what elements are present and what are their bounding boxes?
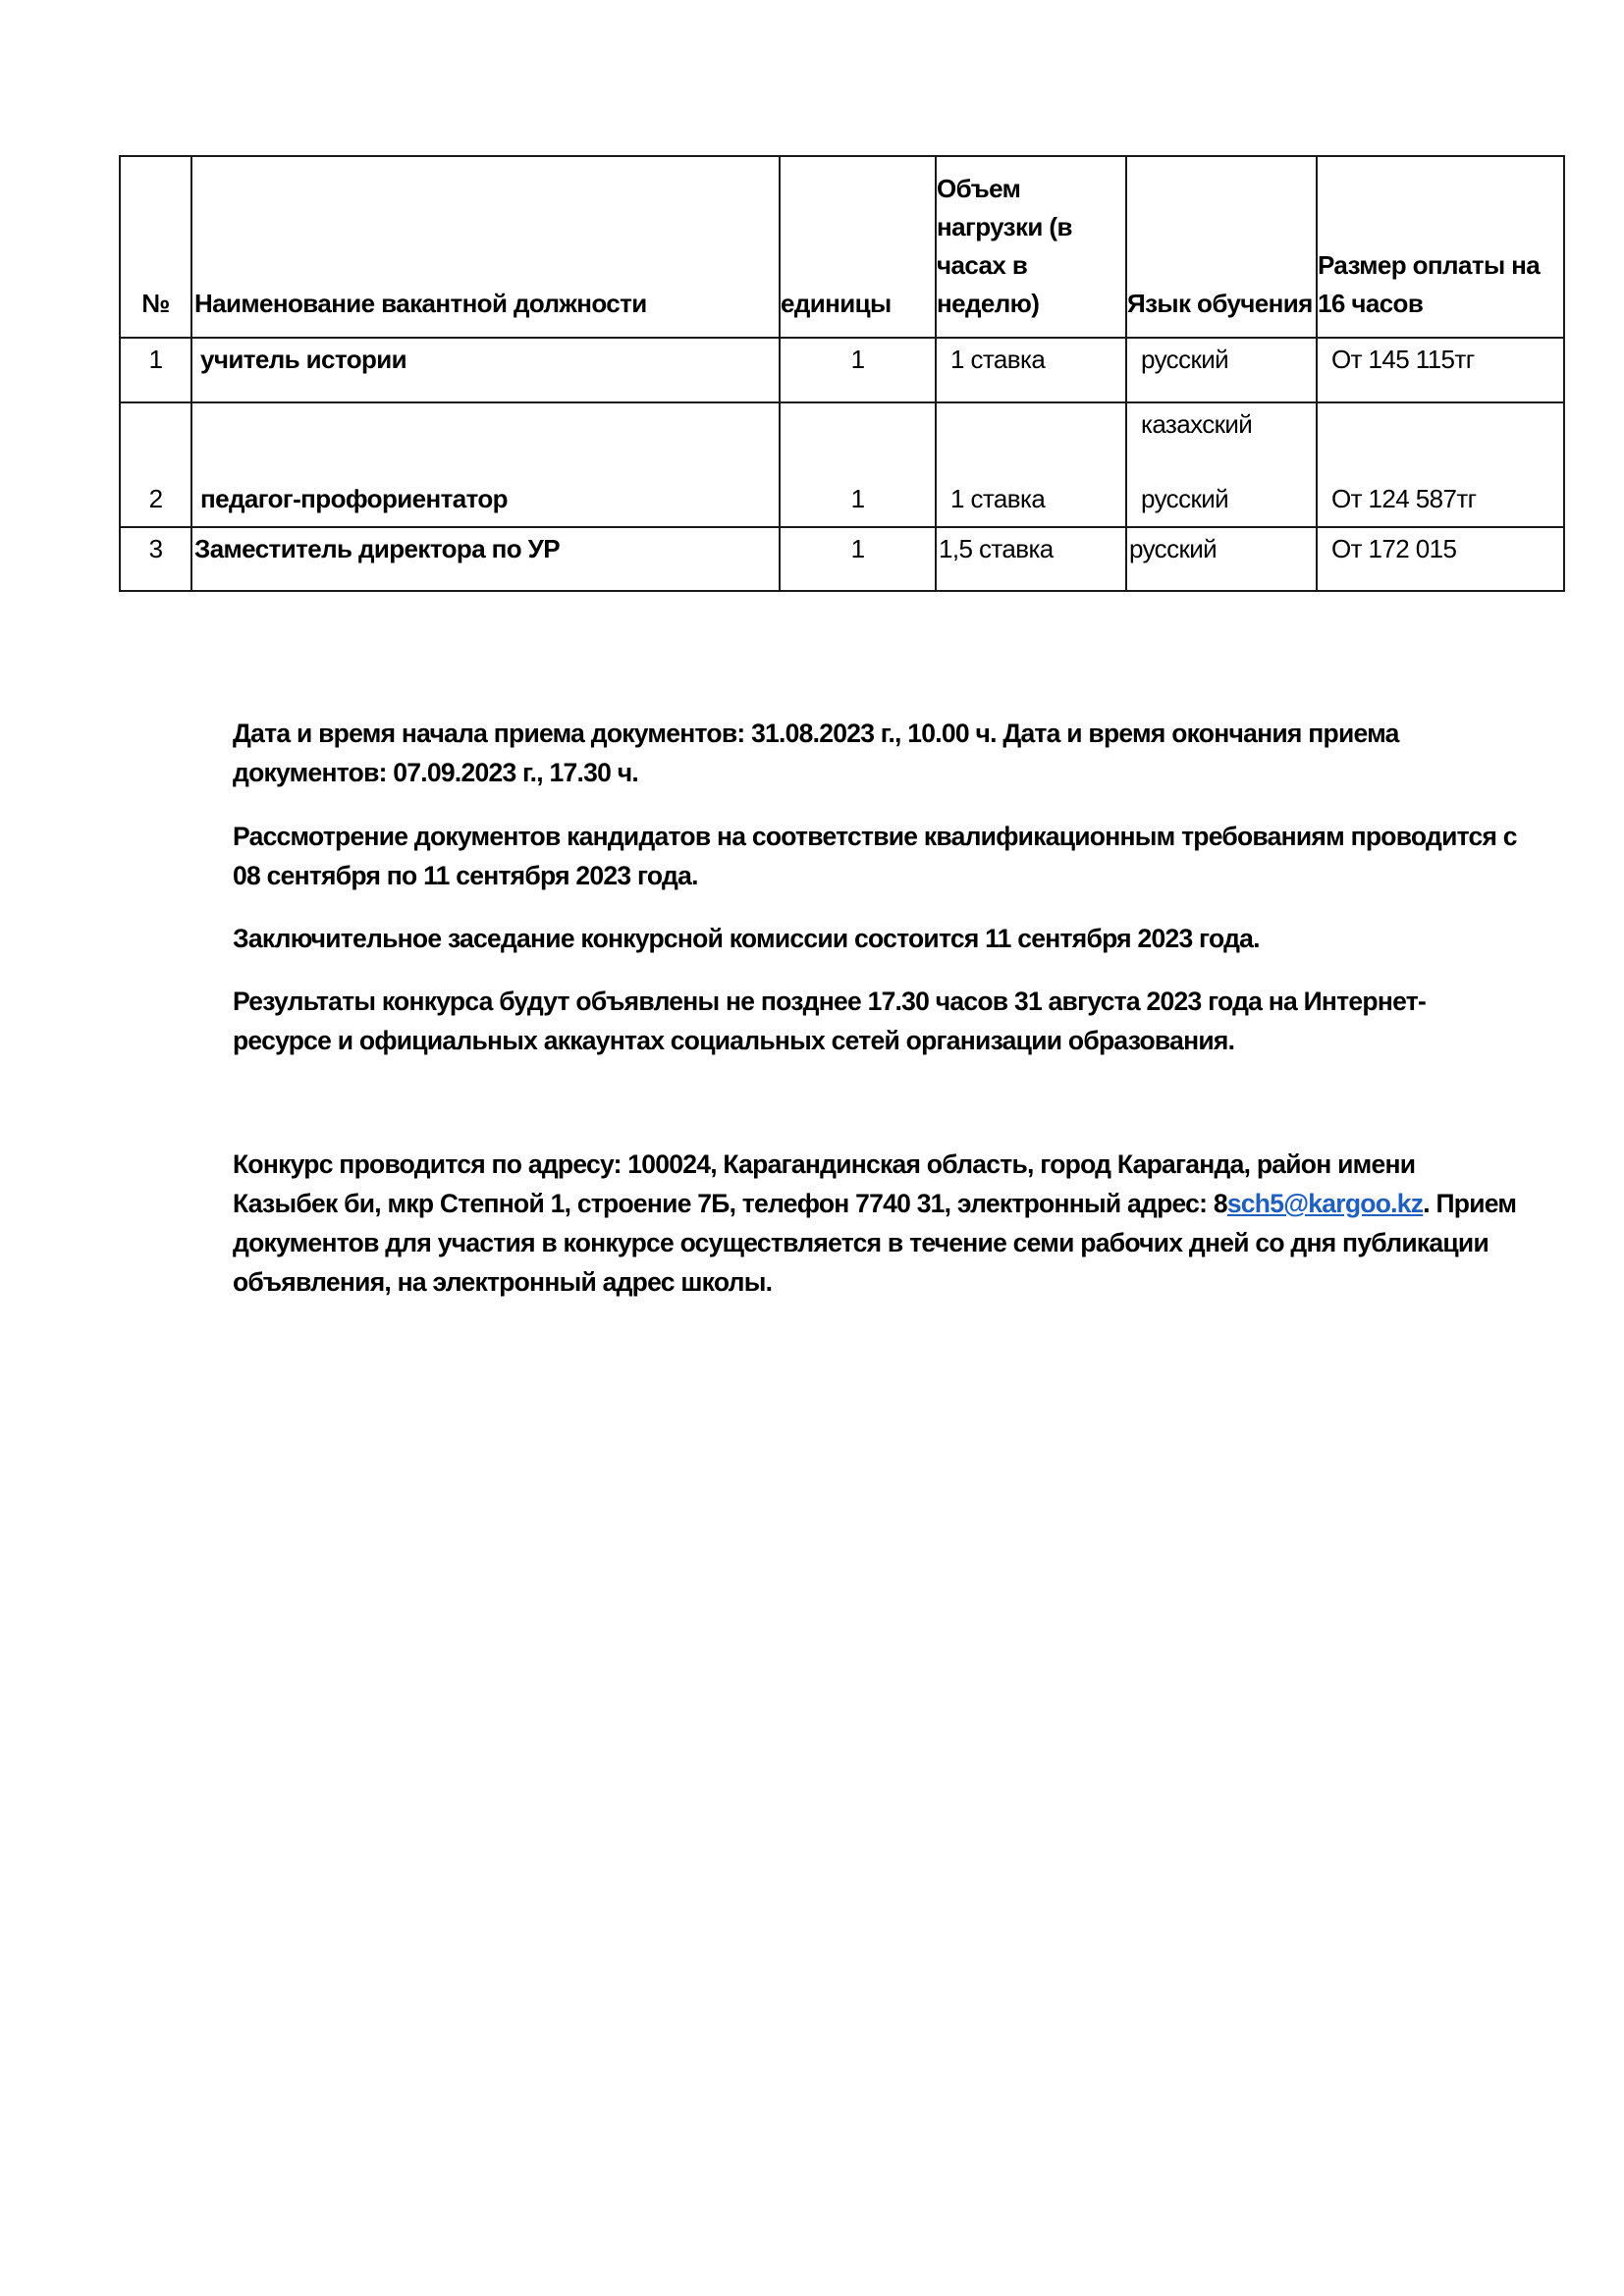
units-value: 1 bbox=[780, 338, 936, 402]
table-row bbox=[120, 527, 1564, 591]
units-value: 1 bbox=[780, 527, 936, 591]
workload-value: 1 ставка bbox=[936, 402, 1126, 527]
header-position: Наименование вакантной должности bbox=[191, 156, 780, 338]
position-name: педагог-профориентатор bbox=[191, 402, 780, 527]
school-email-link[interactable]: sch5@kargoo.kz bbox=[1226, 1189, 1424, 1218]
workload-value: 1,5 ставка bbox=[936, 527, 1126, 591]
position-name: учитель истории bbox=[191, 338, 780, 402]
workload-value: 1 ставка bbox=[936, 338, 1126, 402]
table-header-row bbox=[120, 156, 1564, 338]
header-units: единицы bbox=[780, 156, 936, 338]
header-salary: Размер оплаты на 16 часов bbox=[1317, 156, 1564, 338]
row-number: 3 bbox=[120, 527, 191, 591]
submission-text: . Прием документов для участия в конкурсе осуществляется в течение семи рабочих дней со дня публикации объявления, на электронный адрес школы. bbox=[233, 1189, 1517, 1297]
row-number: 2 bbox=[120, 402, 191, 527]
header-number: № bbox=[120, 156, 191, 338]
units-value: 1 bbox=[780, 402, 936, 527]
results-announcement: Результаты конкурса будут объявлены не позднее 17.30 часов 31 августа 2023 года на Интернет-ресурсе и официальных аккаунтах социальных сетей организации образования. bbox=[233, 987, 1427, 1055]
language-value: русский bbox=[1126, 338, 1317, 402]
row-number: 1 bbox=[120, 338, 191, 402]
header-language: Язык обучения bbox=[1126, 156, 1317, 338]
salary-value: От 124 587тг bbox=[1317, 402, 1564, 527]
position-name: Заместитель директора по УР bbox=[191, 527, 780, 591]
documents-acceptance-dates: Дата и время начала приема документов: 31.08.2023 г., 10.00 ч. Дата и время окончания приема документов: 07.09.2023 г., 17.30 ч. bbox=[233, 719, 1399, 787]
salary-value: От 145 115тг bbox=[1317, 338, 1564, 402]
contest-address-paragraph bbox=[233, 1145, 1519, 1302]
language-cell bbox=[1126, 402, 1317, 527]
address-text: Конкурс проводится по адресу: 100024, Карагандинская область, город Караганда, район имени Казыбек би, мкр Степной 1, строение 7Б, телефон 7740 31, электронный адрес: 8 bbox=[233, 1149, 1416, 1218]
header-workload: Объем нагрузки (в часах в неделю) bbox=[936, 156, 1126, 338]
final-meeting-date: Заключительное заседание конкурсной комиссии состоится 11 сентября 2023 года. bbox=[233, 924, 1260, 953]
language-value: русский bbox=[1141, 484, 1229, 513]
table-row bbox=[120, 338, 1564, 402]
language-value-secondary: казахский bbox=[1141, 409, 1253, 439]
salary-value: От 172 015 bbox=[1317, 527, 1564, 591]
language-value: русский bbox=[1126, 527, 1317, 591]
documents-review-period: Рассмотрение документов кандидатов на соответствие квалификационным требованиям проводится с 08 сентября по 11 сентября 2023 года. bbox=[233, 822, 1517, 890]
vacancies-table bbox=[119, 155, 1565, 592]
table-row bbox=[120, 402, 1564, 527]
